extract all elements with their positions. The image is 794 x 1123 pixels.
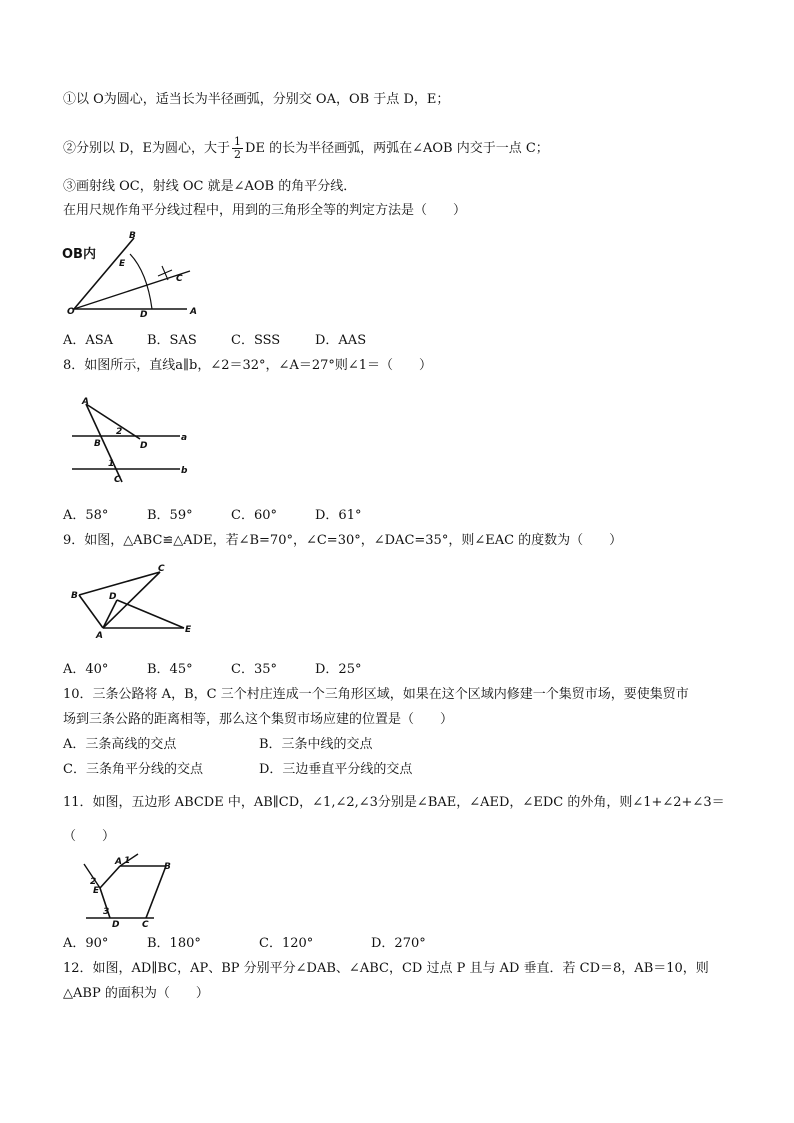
- question-10-options-row-2: [63, 761, 412, 779]
- q8-option-a[interactable]: A．58°: [63, 508, 109, 523]
- question-12-line-1: 12．如图，AD∥BC，AP、BP 分别平分∠DAB、∠ABC，CD 过点 P 且与 AD 垂直．若 CD＝8，AB＝10，则: [63, 961, 709, 976]
- q7-option-b[interactable]: B．SAS: [147, 333, 197, 348]
- fig9-label-e: E: [185, 625, 192, 635]
- q8-option-d[interactable]: D．61°: [315, 508, 362, 523]
- fig9-label-c: C: [158, 564, 165, 574]
- q10-option-d[interactable]: D．三边垂直平分线的交点: [259, 762, 413, 777]
- q11-option-a[interactable]: A．90°: [63, 936, 109, 951]
- question-7-options: [63, 332, 366, 350]
- question-7-stem: 在用尺规作角平分线过程中，用到的三角形全等的判定方法是（ ）: [63, 203, 467, 218]
- fig11-label-e: E: [93, 886, 100, 896]
- question-8-stem: 8．如图所示，直线a∥b，∠2＝32°，∠A＝27°则∠1＝（ ）: [63, 358, 433, 373]
- step-2-pre: ②分别以 D，E为圆心，大于: [63, 141, 231, 156]
- question-10-line-2: 场到三条公路的距离相等，那么这个集贸市场应建的位置是（ ）: [63, 712, 454, 727]
- fig9-label-a: A: [96, 631, 103, 641]
- question-11-options: [63, 935, 426, 953]
- question-10-line-1: 10．三条公路将 A，B，C 三个村庄连成一个三角形区域，如果在这个区域内修建一个集贸市场，要使集贸市: [63, 687, 689, 702]
- question-9-stem: 9．如图，△ABC≌△ADE，若∠B=70°，∠C=30°，∠DAC=35°，则∠EAC 的度数为（ ）: [63, 533, 623, 548]
- fig11-label-b: B: [164, 862, 171, 872]
- q11-option-c[interactable]: C．120°: [259, 936, 314, 951]
- fig8-label-line-a: a: [181, 433, 188, 443]
- q9-option-b[interactable]: B．45°: [147, 662, 193, 677]
- q9-option-a[interactable]: A．40°: [63, 662, 109, 677]
- q10-option-c[interactable]: C．三条角平分线的交点: [63, 762, 203, 777]
- congruent-triangles-figure: [68, 562, 198, 642]
- question-11-line-2: （ ）: [63, 829, 116, 844]
- q8-option-c[interactable]: C．60°: [231, 508, 277, 523]
- fig11-label-1: 1: [124, 856, 131, 866]
- q11-option-b[interactable]: B．180°: [147, 936, 201, 951]
- fig11-label-a: A: [115, 857, 122, 867]
- q9-option-c[interactable]: C．35°: [231, 662, 277, 677]
- question-8-options: [63, 507, 361, 525]
- fig11-label-3: 3: [103, 907, 110, 917]
- fig11-label-d: D: [112, 920, 120, 930]
- fig7-label-b: B: [129, 231, 136, 241]
- q11-option-d[interactable]: D．270°: [371, 936, 426, 951]
- fig7-corner-text: OB内: [62, 247, 96, 262]
- fig8-label-1: 1: [108, 459, 115, 469]
- q8-option-b[interactable]: B．59°: [147, 508, 193, 523]
- fig7-label-o: O: [67, 307, 75, 317]
- fig9-label-d: D: [109, 592, 117, 602]
- question-10-options-row-1: [63, 736, 373, 754]
- q9-option-d[interactable]: D．25°: [315, 662, 362, 677]
- fig11-label-c: C: [142, 920, 149, 930]
- step-2: [63, 134, 549, 164]
- step-1: ①以 O为圆心，适当长为半径画弧，分别交 OA，OB 于点 D，E；: [63, 92, 450, 107]
- q10-option-b[interactable]: B．三条中线的交点: [259, 737, 373, 752]
- fig7-label-d: D: [140, 310, 148, 320]
- question-9-options: [63, 661, 361, 679]
- fraction-half: [232, 136, 243, 161]
- fig8-label-2: 2: [116, 427, 123, 437]
- fraction-numerator: 1: [234, 135, 242, 148]
- q7-option-c[interactable]: C．SSS: [231, 333, 281, 348]
- question-12-line-2: △ABP 的面积为（ ）: [63, 986, 209, 1001]
- fig9-label-b: B: [71, 591, 78, 601]
- parallel-lines-figure: [68, 392, 198, 490]
- fig8-label-d: D: [140, 441, 148, 451]
- fig7-label-c: C: [176, 274, 183, 284]
- fig8-label-line-b: b: [181, 466, 188, 476]
- step-2-post: DE 的长为半径画弧，两弧在∠AOB 内交于一点 C；: [245, 141, 549, 156]
- fig7-label-e: E: [119, 259, 126, 269]
- fig8-label-a-point: A: [82, 397, 89, 407]
- fig8-label-c: C: [114, 475, 121, 485]
- fig8-label-b-point: B: [94, 439, 101, 449]
- fig11-label-2: 2: [90, 877, 97, 887]
- q7-option-d[interactable]: D．AAS: [315, 333, 367, 348]
- fraction-denominator: 2: [234, 148, 242, 161]
- question-11-line-1: 11．如图，五边形 ABCDE 中，AB∥CD，∠1,∠2,∠3分别是∠BAE，∠AED，∠EDC 的外角，则∠1+∠2+∠3＝: [63, 795, 725, 810]
- pentagon-figure: [80, 850, 190, 928]
- q10-option-a[interactable]: A．三条高线的交点: [63, 737, 177, 752]
- step-3: ③画射线 OC，射线 OC 就是∠AOB 的角平分线．: [63, 179, 357, 194]
- angle-bisector-figure: [62, 232, 222, 322]
- fig7-label-a: A: [190, 307, 197, 317]
- q7-option-a[interactable]: A．ASA: [63, 333, 114, 348]
